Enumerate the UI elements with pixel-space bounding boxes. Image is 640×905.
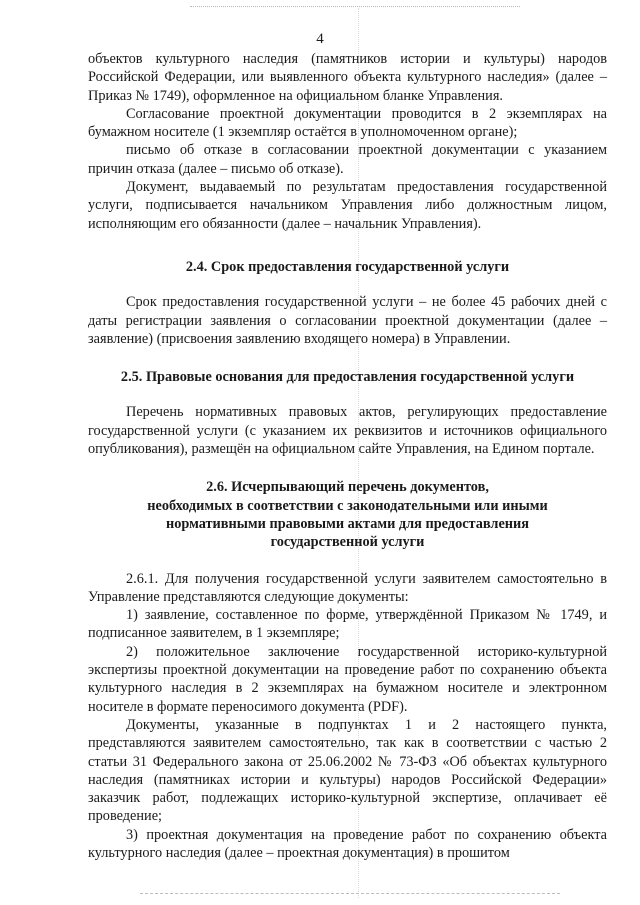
heading-line: 2.6. Исчерпывающий перечень документов, [206, 479, 489, 496]
paragraph: 1) заявление, составленное по форме, утверждённой Приказом № 1749, и подписанное заявителем, в 1 экземпляре; [88, 607, 607, 642]
section-heading-2-5: 2.5. Правовые основания для предоставления государственной услуги [120, 369, 575, 386]
heading-line: нормативными правовыми актами для предоставления [165, 515, 530, 532]
paragraph: 3) проектная документация на проведение работ по сохранению объекта культурного наследия (далее – проектная документация) в прошитом [88, 826, 607, 861]
document-body [88, 50, 607, 862]
paragraph: Документ, выдаваемый по результатам предоставления государственной услуги, подписывается начальником Управления либо должностным лицом, исполняющим его обязанности (далее – начальник Управления). [88, 179, 607, 232]
heading-line: государственной услуги [270, 534, 425, 551]
section-2-5-text: Перечень нормативных правовых актов, регулирующих предоставление государственной услуги (с указанием их реквизитов и источников официального опубликования), размещён на официальном сайте Управления, на Едином портале. [88, 404, 607, 458]
section-2-4-text: Срок предоставления государственной услуги – не более 45 рабочих дней с даты регистрации заявления о согласовании проектной документации (далее – заявление) (присвоения заявлению входящего номера) в Управлении. [88, 294, 607, 347]
section-heading-2-4: 2.4. Срок предоставления государственной услуги [185, 258, 510, 275]
paragraph: объектов культурного наследия (памятников истории и культуры) народов Российской Федерации, или выявленного объекта культурного наследия» (далее – Приказ № 1749), оформленное на официальном бланке Управления. [88, 51, 607, 104]
paragraph: письмо об отказе в согласовании проектной документации с указанием причин отказа (далее – письмо об отказе). [88, 142, 607, 177]
scan-artifact-top [190, 6, 520, 8]
page-number: 4 [316, 31, 324, 47]
paragraph: 2) положительное заключение государственной историко-культурной экспертизы проектной документации на проведение работ по сохранению объекта культурного наследия в 2 экземплярах на бумажном носителе и электронном носителе в формате переносимого документа (PDF). [88, 643, 607, 715]
paragraph: Документы, указанные в подпунктах 1 и 2 настоящего пункта, представляются заявителем самостоятельно, так как в соответствии с частью 2 статьи 31 Федерального закона от 25.06.2002 № 73-ФЗ «Об объектах культурного наследия (памятниках истории и культуры) народов Российской Федерации» заказчик работ, подлежащих историко-культурной экспертизе, оплачивает её проведение; [88, 716, 607, 825]
heading-line: необходимых в соответствии с законодательными или иными [147, 497, 548, 514]
paragraph: 2.6.1. Для получения государственной услуги заявителем самостоятельно в Управление представляются следующие документы: [88, 570, 607, 605]
scan-artifact-bottom [140, 893, 560, 895]
section-heading-2-6 [88, 478, 607, 551]
paragraph: Согласование проектной документации проводится в 2 экземплярах на бумажном носителе (1 экземпляр остаётся в уполномоченном органе); [88, 105, 607, 141]
